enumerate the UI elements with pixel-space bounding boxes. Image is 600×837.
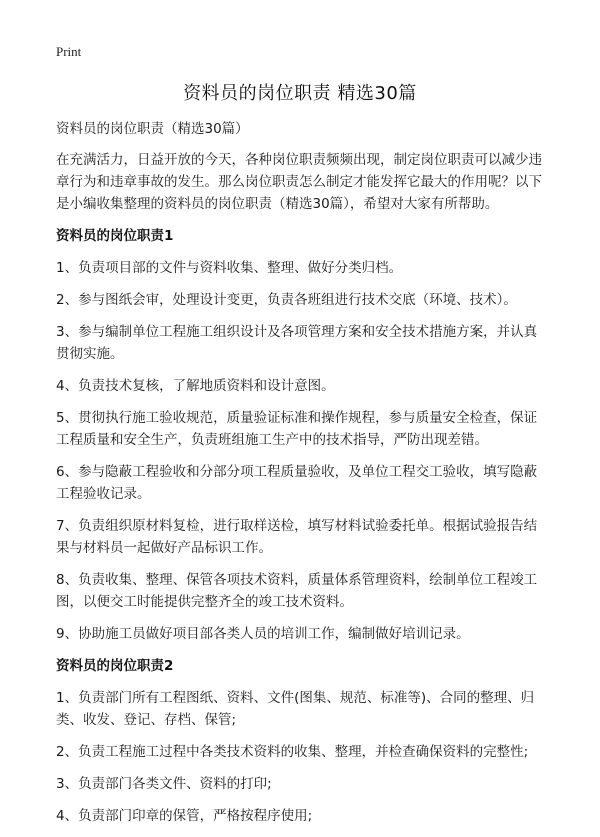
duty-item: 4、负责技术复核，了解地质资料和设计意图。	[56, 378, 335, 394]
duty-item: 1、负责项目部的文件与资料收集、整理、做好分类归档。	[56, 260, 403, 276]
print-label: Print	[56, 44, 82, 59]
intro-paragraph: 在充满活力，日益开放的今天，各种岗位职责频频出现，制定岗位职责可以减少违章行为和违章事故的发生。那么岗位职责怎么制定才能发挥它最大的作用呢？以下是小编收集整理的资料员的岗位职责（精选30篇），希望对大家有所帮助。	[56, 152, 542, 212]
duty-item: 3、参与编制单位工程施工组织设计及各项管理方案和安全技术措施方案，并认真贯彻实施。	[56, 324, 538, 362]
duty-item: 7、负责组织原材料复检，进行取样送检，填写材料试验委托单。根据试验报告结果与材料员一起做好产品标识工作。	[56, 518, 538, 556]
section-title: 资料员的岗位职责1	[56, 228, 174, 244]
duty-item: 2、参与图纸会审，处理设计变更，负责各班组进行技术交底（环境、技术）。	[56, 292, 517, 308]
duty-item: 9、协助施工员做好项目部各类人员的培训工作，编制做好培训记录。	[56, 626, 470, 642]
duty-item: 1、负责部门所有工程图纸、资料、文件(图集、规范、标准等)、合同的整理、归类、收发、登记、存档、保管;	[56, 690, 535, 728]
document-body	[56, 118, 548, 837]
document-subtitle: 资料员的岗位职责（精选30篇）	[56, 121, 249, 137]
duty-item: 4、负责部门印章的保管，严格按程序使用;	[56, 808, 313, 824]
duty-item: 5、贯彻执行施工验收规范，质量验证标准和操作规程，参与质量安全检查，保证工程质量和安全生产，负责班组施工生产中的技术指导，严防出现差错。	[56, 410, 538, 448]
duty-item: 6、参与隐蔽工程验收和分部分项工程质量验收，及单位工程交工验收，填写隐蔽工程验收记录。	[56, 464, 538, 502]
page-title: 资料员的岗位职责 精选30篇	[183, 83, 417, 104]
duty-item: 2、负责工程施工过程中各类技术资料的收集、整理，并检查确保资料的完整性;	[56, 744, 529, 760]
duty-item: 3、负责部门各类文件、资料的打印;	[56, 776, 272, 792]
duty-item: 8、负责收集、整理、保管各项技术资料，质量体系管理资料，绘制单位工程竣工图，以便交工时能提供完整齐全的竣工技术资料。	[56, 572, 538, 610]
section-title: 资料员的岗位职责2	[56, 658, 174, 674]
